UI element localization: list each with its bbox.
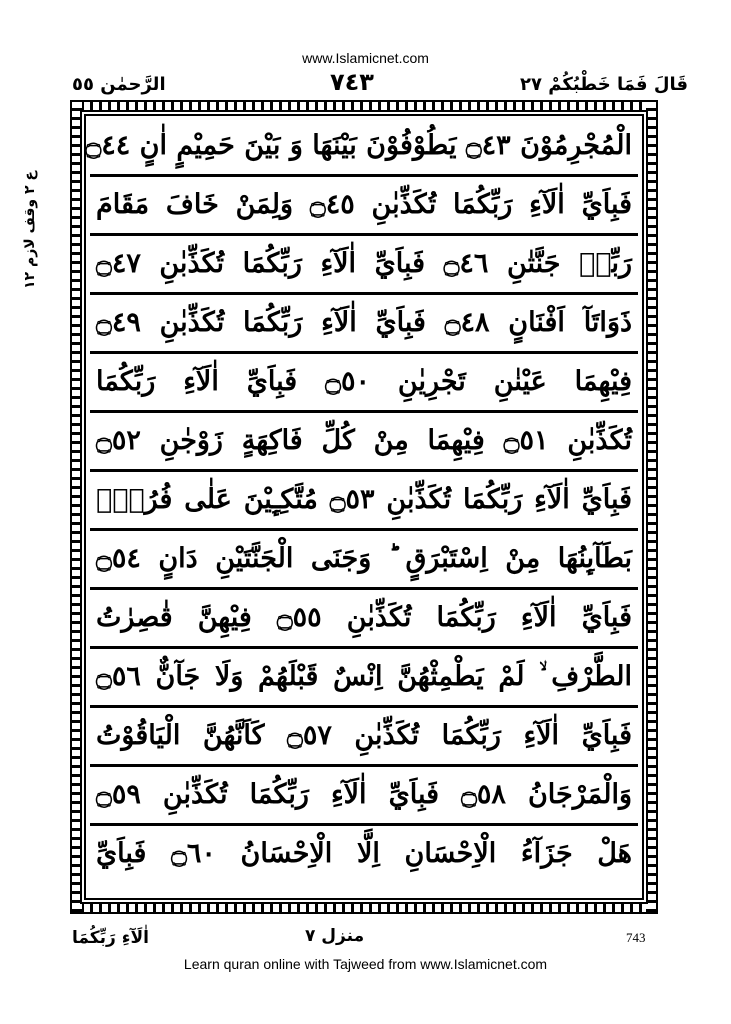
verse-line-8: بَطَآىِٕنُهَا مِنْ اِسْتَبْرَقٍ ؕ وَجَنَى الْجَنَّتَيْنِ دَانٍ ۝٥٤ <box>90 531 638 590</box>
site-url-top[interactable]: www.Islamicnet.com <box>302 50 429 66</box>
verse-line-10: الطَّرْفِ ۙ لَمْ يَطْمِثْهُنَّ اِنْسٌ قَبْلَهُمْ وَلَا جَآنٌّ ۝٥٦ <box>90 649 638 708</box>
verse-line-1: الْمُجْرِمُوْنَ ۝٤٣ يَطُوْفُوْنَ بَيْنَهَا وَ بَيْنَ حَمِيْمٍ اٰنٍ ۝٤٤ <box>90 118 638 177</box>
verse-line-7: فَبِاَيِّ اٰلَآءِ رَبِّكُمَا تُكَذِّبٰنِ ۝٥٣ مُتَّكِـِٕيْنَ عَلٰى فُرُشٍۭ <box>90 472 638 531</box>
verse-line-13: هَلْ جَزَآءُ الْاِحْسَانِ اِلَّا الْاِحْسَانُ ۝٦٠ فَبِاَيِّ <box>96 838 632 869</box>
verse-lines <box>85 118 638 896</box>
verse-line-11: فَبِاَيِّ اٰلَآءِ رَبِّكُمَا تُكَذِّبٰنِ ۝٥٧ كَاَنَّهُنَّ الْيَاقُوْتُ <box>90 708 638 767</box>
verse-line-3: رَبِّهٖ جَنَّتٰنِ ۝٤٦ فَبِاَيِّ اٰلَآءِ رَبِّكُمَا تُكَذِّبٰنِ ۝٤٧ <box>90 236 638 295</box>
manzil-label: منزل ٧ <box>305 926 365 946</box>
arabic-page-number: ٧٤٣ <box>330 68 374 96</box>
verse-line-6: تُكَذِّبٰنِ ۝٥١ فِيْهِمَا مِنْ كُلِّ فَاكِهَةٍ زَوْجٰنِ ۝٥٢ <box>90 413 638 472</box>
verse-line-2: فَبِاَيِّ اٰلَآءِ رَبِّكُمَا تُكَذِّبٰنِ ۝٤٥ وَلِمَنْ خَافَ مَقَامَ <box>90 177 638 236</box>
text-frame <box>70 100 658 914</box>
site-url-bottom[interactable]: Learn quran online with Tajweed from www.Islamicnet.com <box>183 956 548 972</box>
verse-line-5: فِيْهِمَا عَيْنٰنِ تَجْرِيٰنِ ۝٥٠ فَبِاَيِّ اٰلَآءِ رَبِّكُمَا <box>90 354 638 413</box>
margin-ruku-note: ع ٢ وقف لازم ١٢ <box>22 171 38 289</box>
page-number: 743 <box>626 930 646 945</box>
para-name-header: قَالَ فَمَا خَطْبُكُمْ ٢٧ <box>520 74 688 95</box>
verse-line-4: ذَوَاتَآ اَفْنَانٍ ۝٤٨ فَبِاَيِّ اٰلَآءِ رَبِّكُمَا تُكَذِّبٰنِ ۝٤٩ <box>90 295 638 354</box>
verse-line-12: وَالْمَرْجَانُ ۝٥٨ فَبِاَيِّ اٰلَآءِ رَبِّكُمَا تُكَذِّبٰنِ ۝٥٩ <box>90 767 638 826</box>
verse-line-9: فَبِاَيِّ اٰلَآءِ رَبِّكُمَا تُكَذِّبٰنِ ۝٥٥ فِيْهِنَّ قٰصِرٰتُ <box>90 590 638 649</box>
catchword: اٰلَآءِ رَبِّكُمَا <box>72 928 149 948</box>
surah-name-header: الرَّحمٰن ٥٥ <box>72 74 166 95</box>
